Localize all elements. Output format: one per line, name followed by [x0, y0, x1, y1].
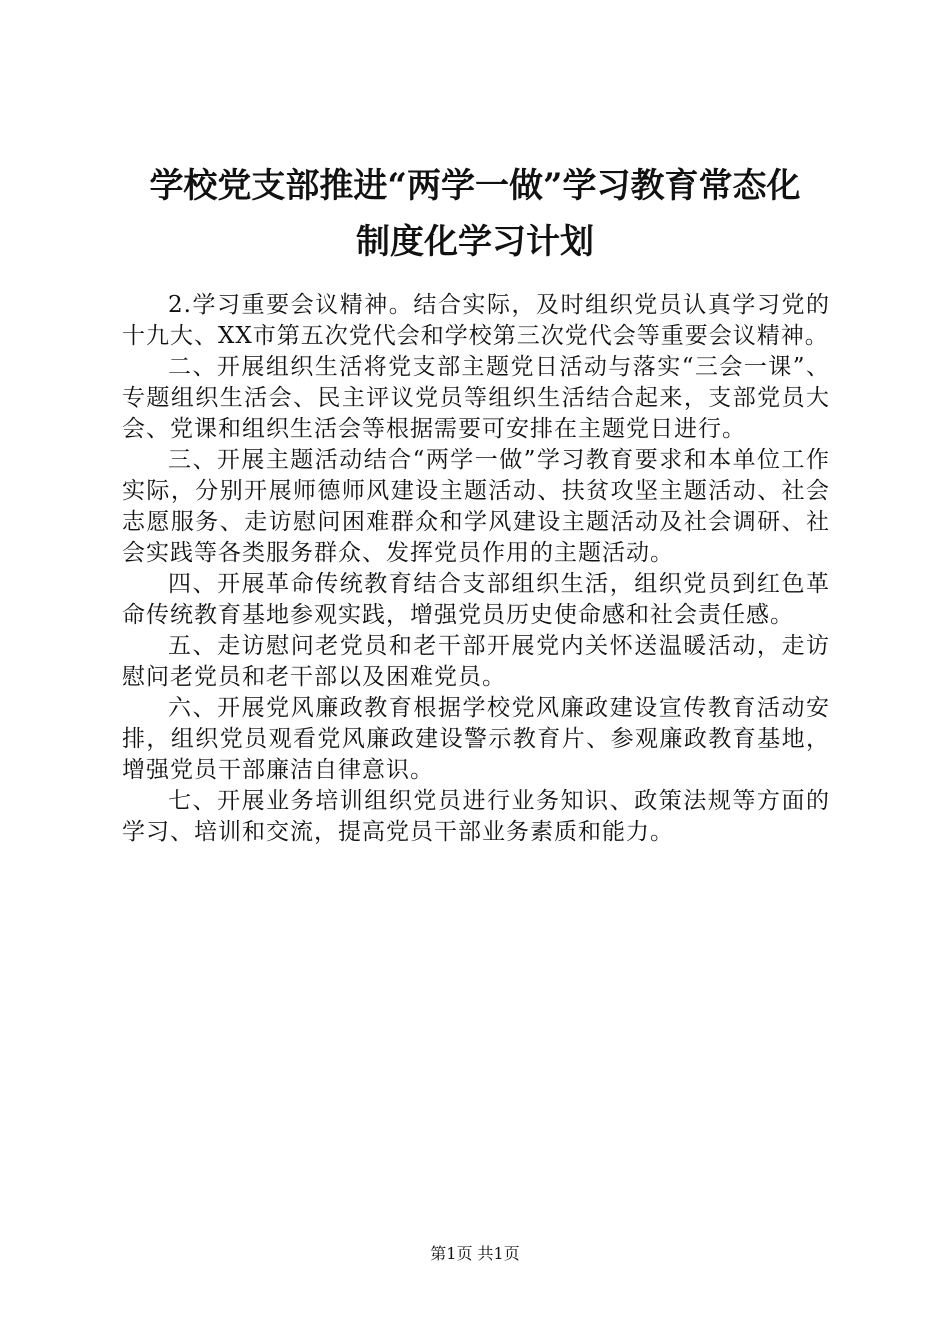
paragraph-1: 2.学习重要会议精神。结合实际，及时组织党员认真学习党的十九大、XX市第五次党代会和学校第三次党代会等重要会议精神。	[122, 292, 830, 349]
document-body	[122, 290, 830, 848]
document-title-line-2: 制度化学习计划	[356, 222, 594, 262]
paragraph-5: 五、走访慰问老党员和老干部开展党内关怀送温暖活动，走访慰问老党员和老干部以及困难党员。	[122, 633, 830, 690]
paragraph-6: 六、开展党风廉政教育根据学校党风廉政建设宣传教育活动安排，组织党员观看党风廉政建设警示教育片、参观廉政教育基地，增强党员干部廉洁自律意识。	[122, 695, 830, 783]
paragraph-2: 二、开展组织生活将党支部主题党日活动与落实“三会一课”、专题组织生活会、民主评议党员等组织生活结合起来，支部党员大会、党课和组织生活会等根据需要可安排在主题党日进行。	[122, 354, 830, 442]
document-title-line-1: 学校党支部推进“两学一做”学习教育常态化	[149, 166, 801, 206]
paragraph-3: 三、开展主题活动结合“两学一做”学习教育要求和本单位工作实际，分别开展师德师风建设主题活动、扶贫攻坚主题活动、社会志愿服务、走访慰问困难群众和学风建设主题活动及社会调研、社会实践等各类服务群众、发挥党员作用的主题活动。	[122, 447, 830, 566]
paragraph-4: 四、开展革命传统教育结合支部组织生活，组织党员到红色革命传统教育基地参观实践，增强党员历史使命感和社会责任感。	[122, 571, 830, 628]
page-footer: 第1页 共1页	[430, 1244, 520, 1263]
paragraph-7: 七、开展业务培训组织党员进行业务知识、政策法规等方面的学习、培训和交流，提高党员干部业务素质和能力。	[122, 788, 830, 845]
